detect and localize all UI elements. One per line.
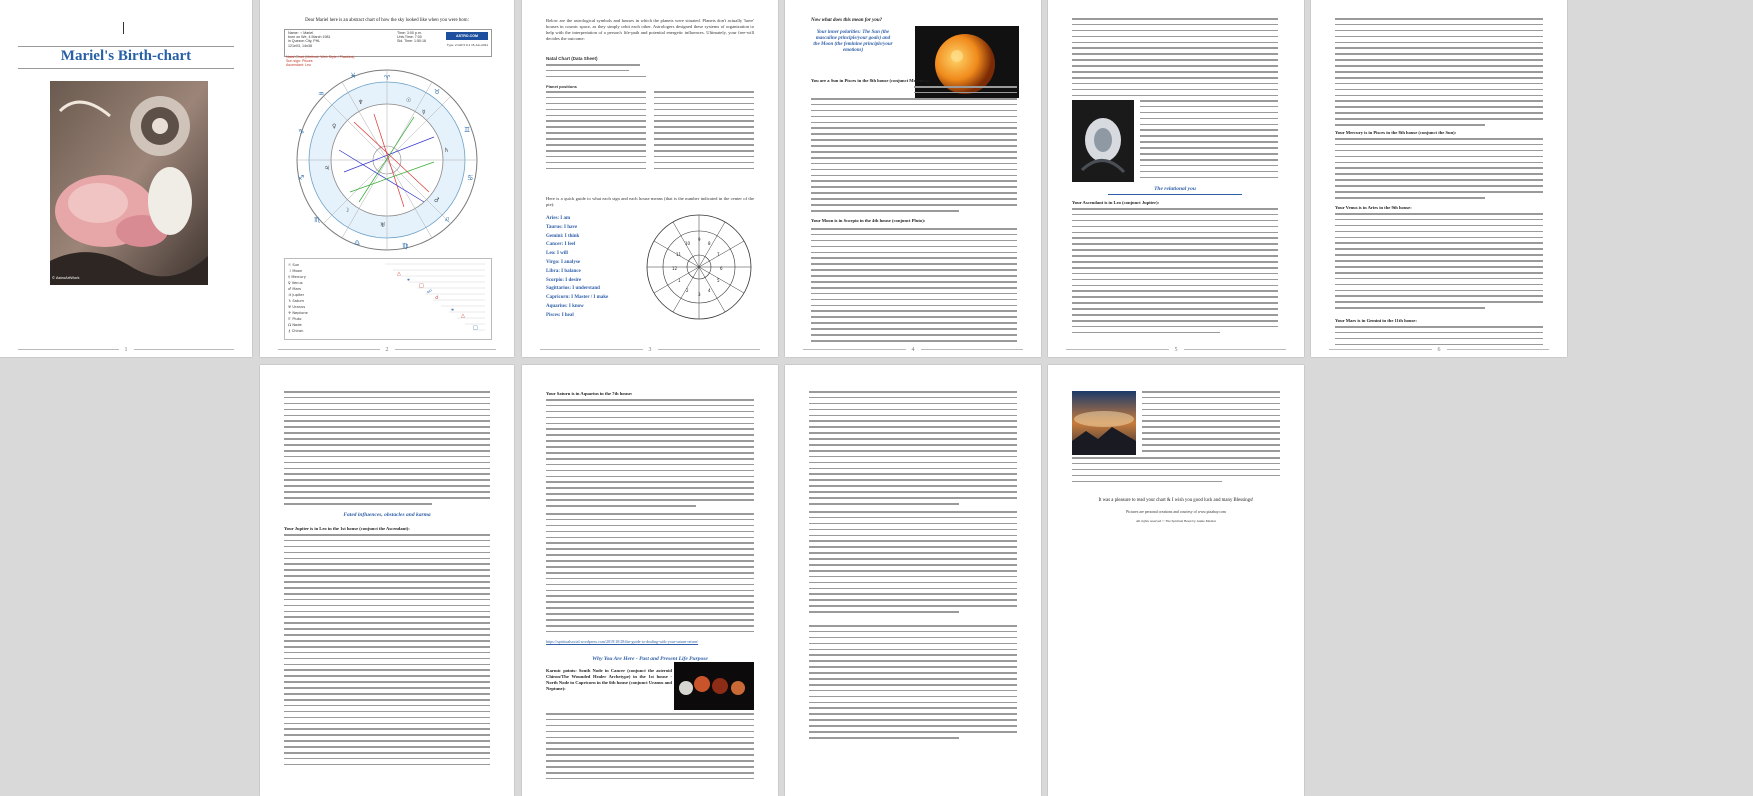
svg-text:△: △ (397, 271, 401, 277)
svg-text:♅ Uranus: ♅ Uranus (288, 305, 306, 309)
p7-body-1 (284, 391, 490, 509)
svg-text:☉ Sun: ☉ Sun (288, 263, 300, 267)
svg-text:☿ Mercury: ☿ Mercury (288, 275, 306, 279)
svg-text:♄: ♄ (444, 147, 450, 154)
moon-paragraph (811, 218, 1017, 224)
relational-heading: The relational you (1154, 186, 1196, 192)
svg-text:♒: ♒ (318, 90, 325, 98)
title-rule-top (18, 46, 234, 47)
svg-text:☽ Moon: ☽ Moon (288, 269, 303, 273)
sun-paragraph (811, 78, 1017, 84)
aspect-grid (284, 258, 492, 340)
mercury-lead: Your Mercury is in Pisces in the 8th house (conjunct the Sun): (1335, 130, 1457, 135)
svg-text:11: 11 (676, 252, 682, 257)
svg-text:♋: ♋ (467, 174, 474, 182)
signs-list (546, 215, 636, 321)
sign-capricorn: Capricorn: I Master / I make (546, 295, 609, 301)
karmic-lead: Karmic points: South Node in Cancer (conjunct the asteroid Chiron/The Wounded Healer Archetype) in the 1st house - North Node in Capricorn in the 6th house (conjunct Uranus and Neptune): (546, 668, 672, 691)
svg-text:⚹: ⚹ (407, 277, 411, 283)
svg-text:6: 6 (720, 266, 723, 271)
document-title: Mariel's Birth-chart (60, 48, 192, 64)
info-mid-1: Univ.Time: 7:00 (397, 35, 422, 40)
asc-lead: Your Ascendant is in Leo (conjunct Jupiter): (1072, 200, 1160, 205)
svg-text:☊ Node: ☊ Node (288, 323, 302, 327)
page-7 (260, 365, 514, 796)
p8-body-1 (546, 399, 754, 511)
svg-text:12: 12 (672, 266, 678, 271)
jupiter-lead: Your Jupiter is in Leo in the 1st house (conjunct the Ascendant): (284, 526, 410, 531)
svg-text:⚷ Chiron: ⚷ Chiron (288, 329, 304, 333)
p7-body-2 (284, 534, 490, 770)
credit-line: Pictures are personal creations and courtesy of www.pixabay.com (1126, 510, 1226, 514)
relational-rule (1108, 194, 1242, 195)
svg-text:♆ Neptune: ♆ Neptune (288, 311, 308, 315)
mars-paragraph (1335, 318, 1543, 324)
sign-pisces: Pisces: I heal (546, 312, 574, 318)
svg-text:♃: ♃ (324, 165, 330, 172)
p6-body-3 (1335, 213, 1543, 313)
svg-text:♑: ♑ (298, 128, 305, 136)
astro-logo: ASTRO.COM (446, 32, 488, 40)
sun-body-2 (811, 98, 1017, 216)
purpose-heading: Why You Are Here - Past and Present Life Purpose (592, 656, 708, 662)
sun-body (811, 86, 1017, 98)
saturn-paragraph (546, 391, 754, 397)
svg-text:♍: ♍ (402, 242, 409, 250)
asc-paragraph (1072, 200, 1278, 206)
photo-caption: © AstroArtWork (52, 275, 80, 280)
svg-text:☍: ☍ (427, 289, 433, 295)
sign-taurus: Taurus: I have (546, 224, 578, 230)
svg-text:3: 3 (698, 292, 701, 297)
data-sheet (546, 56, 754, 184)
info-mid-0: Time: 3:00 p.m. (397, 31, 422, 35)
svg-text:♀: ♀ (332, 123, 337, 130)
section-heading: Now what does this mean for you? (811, 18, 883, 23)
jupiter-paragraph (284, 526, 490, 532)
svg-text:☿: ☿ (422, 109, 426, 116)
p8-body-3 (546, 713, 754, 784)
info-left-1: born on We, 4 March 1981 (288, 35, 331, 40)
page-10 (1048, 365, 1304, 796)
svg-text:♐: ♐ (298, 174, 305, 182)
svg-text:♄ Saturn: ♄ Saturn (288, 299, 305, 303)
fated-heading: Fated influences, obstacles and karma (343, 512, 431, 518)
p6-body-2 (1335, 138, 1543, 203)
sign-libra: Libra: I balance (546, 268, 581, 274)
svg-text:♀ Venus: ♀ Venus (288, 281, 303, 285)
sign-virgo: Virgo: I analyse (546, 259, 580, 265)
p8-body-2 (546, 513, 754, 637)
p10-body-1 (1072, 457, 1280, 486)
mars-lead: Your Mars is in Gemini in the 11th house: (1335, 318, 1417, 323)
data-sheet-title: Natal Chart (Data Sheet) (546, 56, 598, 61)
p5-body-1 (1072, 18, 1278, 100)
page-number: 1 (0, 347, 252, 353)
info-mid-2: Sid. Time: 1:50:16 (397, 39, 426, 44)
svg-text:9: 9 (698, 237, 701, 242)
page-4 (785, 0, 1041, 357)
page-3 (522, 0, 778, 357)
greeting: Dear Mariel here is an abstract chart of how the sky looked like when you were born: (305, 18, 469, 23)
svg-text:♂ Mars: ♂ Mars (288, 287, 302, 291)
svg-text:♉: ♉ (434, 88, 441, 96)
p5-body-wrap (1140, 100, 1278, 182)
page-1 (0, 0, 252, 357)
svg-text:♓: ♓ (350, 72, 357, 80)
sign-scorpio: Scorpio: I desire (546, 277, 582, 283)
info-left-3: 121e03, 14n38 (288, 43, 312, 48)
p6-body-1 (1335, 18, 1543, 130)
svg-text:♆: ♆ (358, 99, 364, 106)
info-left-2: in Quezon City, PHL (288, 39, 321, 44)
moon-body (811, 228, 1017, 346)
title-rule-bottom (18, 68, 234, 69)
venus-paragraph (1335, 205, 1543, 211)
svg-text:♌: ♌ (444, 216, 451, 224)
page-5 (1048, 0, 1304, 357)
svg-text:1: 1 (678, 278, 681, 283)
astro-logo-sub: Type: 2.GW 0.0-1 15-Jun-2021 (446, 43, 488, 47)
info-red-1: Sun sign: Pisces (286, 59, 313, 64)
sign-aries: Aries: I am (546, 216, 571, 221)
venus-lead: Your Venus is in Aries in the 9th house: (1335, 205, 1412, 210)
sign-leo: Leo: I will (546, 251, 568, 257)
svg-text:△: △ (461, 313, 465, 319)
page-6 (1311, 0, 1567, 357)
page-number: 2 (260, 347, 514, 353)
svg-text:♅: ♅ (380, 222, 386, 229)
moon-lead: Your Moon is in Scorpio in the 4th house (conjunct Pluto): (811, 218, 926, 223)
svg-text:7: 7 (717, 252, 720, 257)
svg-text:♃ Jupiter: ♃ Jupiter (288, 293, 305, 297)
planet-positions-title: Planet positions (546, 84, 577, 89)
eclipse-image (674, 662, 754, 710)
svg-text:☌: ☌ (435, 295, 439, 301)
svg-text:☽: ☽ (344, 207, 350, 214)
p9-body-2 (809, 511, 1017, 617)
svg-text:8: 8 (708, 241, 711, 246)
mercury-paragraph (1335, 130, 1543, 136)
svg-text:□: □ (473, 325, 478, 331)
chart-info-box (284, 29, 492, 57)
polarities-caption: Your inner polarities: The Sun (the masculine principle/your goals) and the Moon (the feminine principle/your emotions) (813, 30, 893, 53)
info-left-0: Name: ♀ Mariel (288, 31, 314, 35)
karmic-paragraph (546, 668, 672, 692)
page-number: 4 (785, 347, 1041, 353)
svg-text:10: 10 (685, 241, 691, 246)
p9-body-3 (809, 625, 1017, 743)
svg-text:♎: ♎ (354, 239, 361, 247)
galaxy-image (1072, 391, 1136, 455)
svg-text:2: 2 (686, 288, 689, 293)
p9-body-1 (809, 391, 1017, 509)
houses-wheel (638, 212, 760, 322)
flower-image (1072, 100, 1134, 182)
sign-sagittarius: Sagittarius: I understand (546, 286, 600, 292)
text-cursor (123, 22, 124, 34)
svg-text:5: 5 (717, 278, 720, 283)
closing-line: It was a pleasure to read your chart & I wish you good luck and many Blessings! (1098, 498, 1254, 503)
svg-text:♇ Pluto: ♇ Pluto (288, 317, 302, 321)
info-red-2: Ascendant: Leo (286, 63, 311, 68)
svg-text:□: □ (419, 283, 424, 289)
rights-line: All rights reserved © The Spiritual Beast by Annie Madzar (1135, 519, 1216, 523)
p5-body-2 (1072, 208, 1278, 338)
page-number: 6 (1311, 347, 1567, 353)
page-9 (785, 365, 1041, 796)
saturn-return-link[interactable]: https://spiritualsocial.wordpress.com/2019/10/28/the-guide-to-dealing-with-your-saturn-return/ (546, 639, 699, 644)
sign-aquarius: Aquarius: I know (546, 303, 584, 309)
sign-cancer: Cancer: I feel (546, 242, 576, 248)
svg-text:♈: ♈ (384, 74, 391, 82)
p10-body-wrap (1142, 391, 1280, 456)
svg-text:☉: ☉ (406, 97, 412, 104)
signs-intro: Here is a quick guide to what each sign and each house means (that is the number indicated in the center of the pie): (546, 196, 754, 207)
saturn-lead: Your Saturn is in Aquarius in the 7th house: (546, 391, 633, 396)
svg-text:♂: ♂ (434, 197, 440, 204)
natal-chart-wheel (284, 62, 490, 254)
svg-text:⚹: ⚹ (451, 307, 455, 313)
sign-gemini: Gemini: I think (546, 233, 580, 239)
page-2 (260, 0, 514, 357)
page-8 (522, 365, 778, 796)
page-number: 5 (1048, 347, 1304, 353)
svg-text:♏: ♏ (314, 216, 321, 224)
svg-text:♊: ♊ (464, 126, 471, 134)
info-red-0: Natal Chart (Method: Web Style / Placidus) (286, 55, 355, 59)
intro-paragraph: Below are the astrological symbols and houses in which the planets were situated. Planets don't actually 'have' houses in cosmic space, as they simply orbit each other. Astrologers designed these systems of organization to help with the interpretation of a person's life-path and potential energetic influences. Ultimately, your free-will decides the outcome: (546, 18, 754, 41)
page-number: 3 (522, 347, 778, 353)
sun-lead: You are a Sun in Pisces in the 8th house (conjunct Mercury): (811, 78, 930, 83)
cover-photo (50, 81, 208, 285)
svg-text:4: 4 (708, 288, 711, 293)
